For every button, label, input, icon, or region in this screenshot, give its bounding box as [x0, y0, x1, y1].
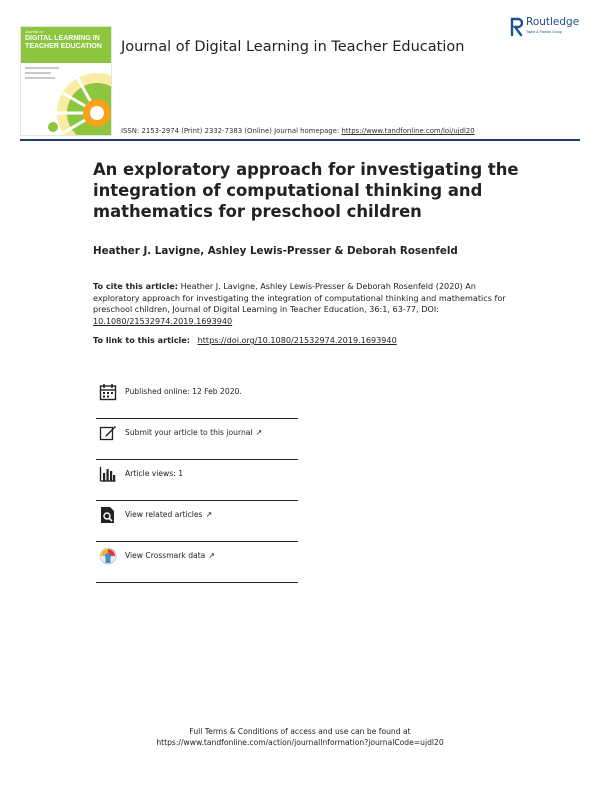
published-date-text: Published online: 12 Feb 2020.	[125, 387, 242, 396]
issn-line	[121, 127, 475, 135]
publisher-logo[interactable]	[510, 16, 590, 42]
edit-icon	[99, 424, 117, 442]
terms-footer	[0, 726, 600, 748]
article-link-label: To link to this article:	[93, 335, 191, 345]
submit-article-link[interactable]	[125, 428, 262, 437]
info-row-crossmark[interactable]	[96, 542, 298, 583]
citation-doi-link[interactable]: 10.1080/21532974.2019.1693940	[93, 315, 233, 326]
external-link-icon: ↗	[208, 551, 216, 560]
info-row-related[interactable]	[96, 501, 298, 542]
article-views-text: Article views: 1	[125, 469, 184, 478]
document-search-icon	[99, 506, 117, 524]
related-articles-link[interactable]	[125, 510, 212, 519]
crossmark-icon	[99, 547, 117, 565]
journal-homepage-link[interactable]: https://www.tandfonline.com/loi/ujdl20	[341, 127, 475, 135]
info-row-published	[96, 378, 298, 419]
terms-url[interactable]: https://www.tandfonline.com/action/journalInformation?journalCode=ujdl20	[156, 738, 444, 747]
submit-article-label: Submit your article to this journal	[125, 428, 253, 437]
citation-label: To cite this article:	[93, 281, 179, 291]
journal-cover-thumbnail[interactable]	[20, 26, 112, 136]
crossmark-data-label: View Crossmark data	[125, 551, 206, 560]
article-info-list	[96, 378, 298, 583]
article-authors: Heather J. Lavigne, Ashley Lewis-Presser & Deborah Rosenfeld	[93, 245, 458, 257]
terms-text: Full Terms & Conditions of access and use can be found at	[189, 727, 411, 736]
related-articles-label: View related articles	[125, 510, 203, 519]
cover-small-text: Journal of	[25, 29, 43, 34]
article-link-line	[93, 335, 397, 345]
routledge-logo-icon	[510, 17, 523, 37]
crossmark-data-link[interactable]	[125, 551, 215, 560]
journal-header	[0, 0, 600, 142]
publisher-tagline: Taylor & Francis Group	[526, 30, 562, 34]
cover-sunburst-art	[43, 71, 111, 135]
article-doi-link[interactable]: https://doi.org/10.1080/21532974.2019.1693940	[197, 335, 397, 345]
calendar-icon	[99, 383, 117, 401]
info-row-submit[interactable]	[96, 419, 298, 460]
info-row-views	[96, 460, 298, 501]
cover-title: DIGITAL LEARNING IN TEACHER EDUCATION	[25, 35, 102, 50]
header-divider	[20, 139, 580, 141]
article-title: An exploratory approach for investigating the integration of computational thinking and mathematics for preschool children	[93, 160, 519, 221]
citation-block	[93, 281, 513, 327]
bar-chart-icon	[99, 465, 117, 483]
publisher-name: Routledge	[526, 16, 580, 28]
external-link-icon: ↗	[205, 510, 213, 519]
citation-text: Heather J. Lavigne, Ashley Lewis-Presser & Deborah Rosenfeld (2020) An exploratory approach for investigating the integration of computational thinking and mathematics for preschool children, Journal of Digital Learning in Teacher Education, 36:1, 63-77, DOI:	[93, 281, 506, 314]
journal-title: Journal of Digital Learning in Teacher Education	[121, 39, 465, 55]
external-link-icon: ↗	[255, 428, 263, 437]
issn-text: ISSN: 2153-2974 (Print) 2332-7383 (Online) Journal homepage:	[121, 127, 340, 135]
